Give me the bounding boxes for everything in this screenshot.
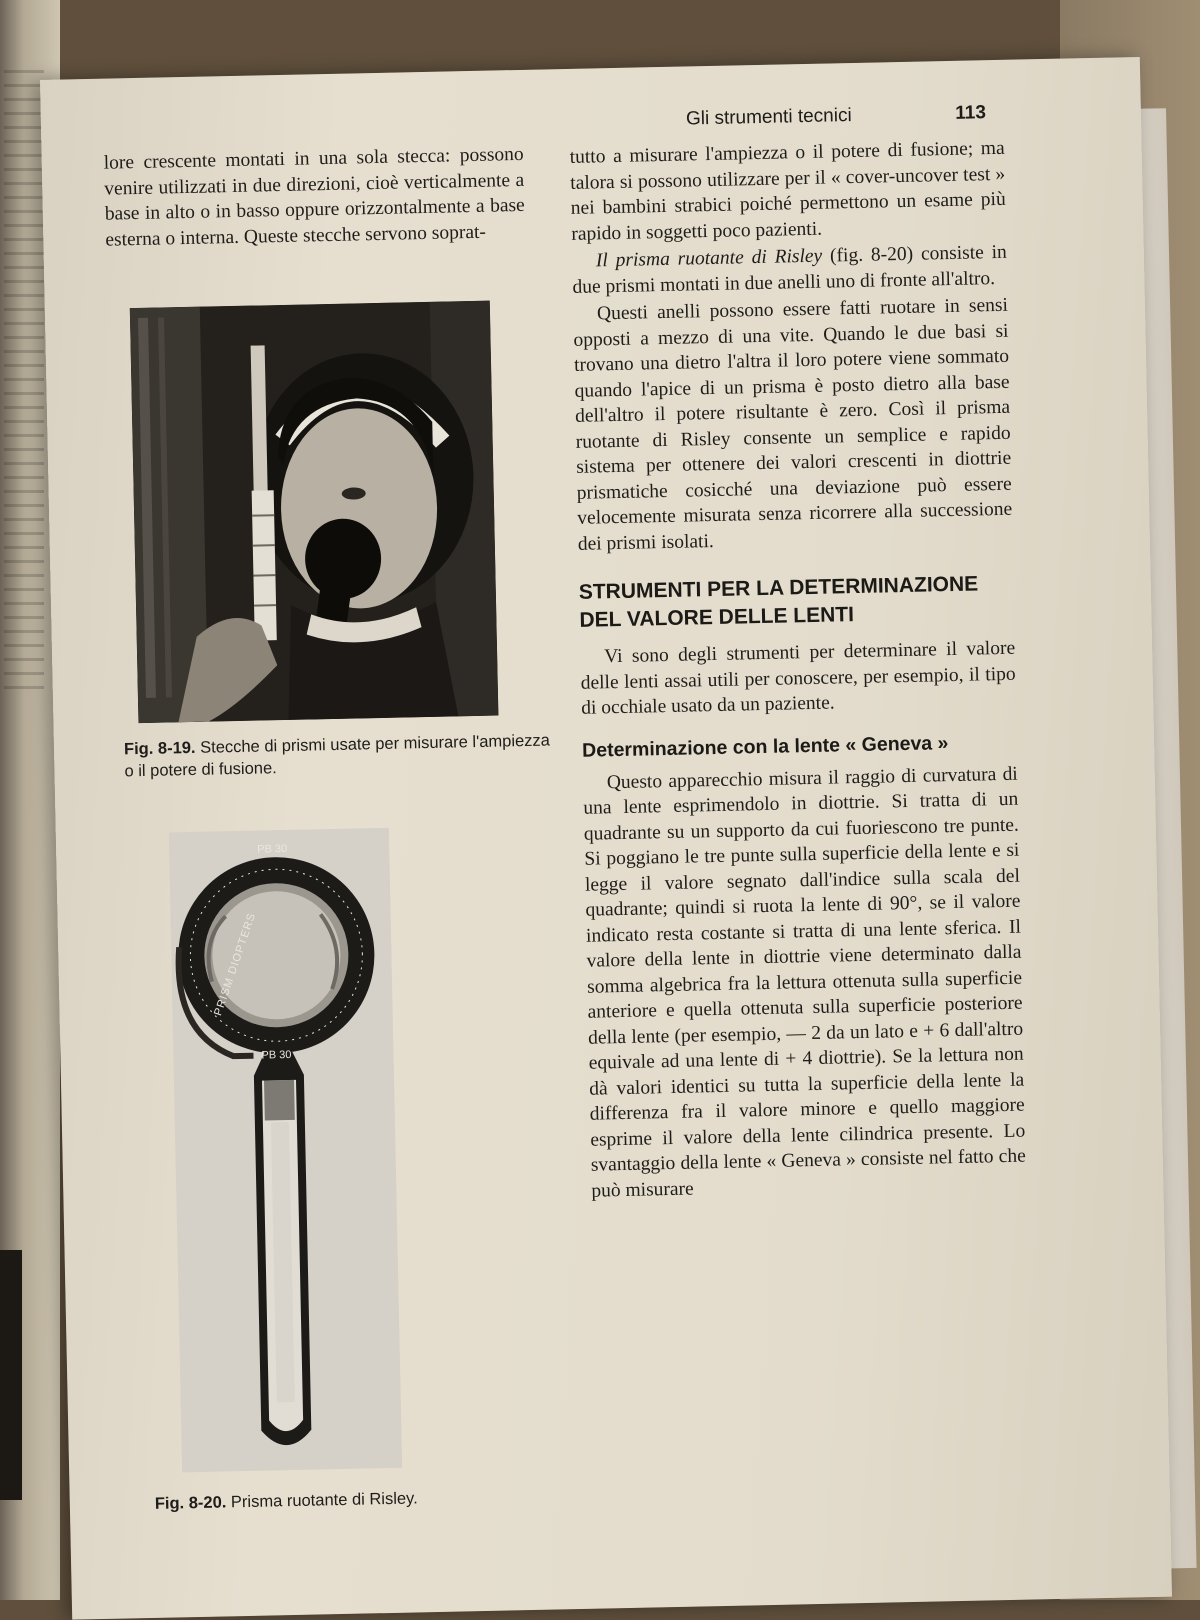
page-number: 113 bbox=[955, 102, 986, 125]
figure-8-20-caption bbox=[155, 1484, 575, 1515]
right-paragraph-5: Questo apparecchio misura il raggio di curvatura di una lente esprimendolo in diottrie. Si tratta di un quadrante su un supporto da cui fuoriescono tre punte. Si poggiano le tre punte sulla superficie della lente e si legge il valore segnato dall'indice sulla scala del quadrante; quindi si ruota la lente di 90°, se il valore indicato resta costante si tratta di una lente sferica. Il valore della lente in diottrie viene determinato dalla somma algebrica fra la lettura ottenuta sulla superficie anteriore e quella ottenuta sulla superficie posteriore della lente (per esempio, — 2 da un lato e + 6 dall'altro equivale ad una lente di + 4 diottrie). Se la lettura non dà valori identici su tutta la superficie della lente la differenza fra il valore minore e quello maggiore esprime il valore della lente cilindrica presente. Lo svantaggio della lente « Geneva » consiste nel fatto che può misurare bbox=[583, 761, 1027, 1204]
book-page bbox=[40, 57, 1172, 1620]
right-paragraph-2-rest: (fig. 8-20) consiste in due prismi montati in due anelli uno di fronte all'altro. bbox=[572, 242, 1007, 298]
right-paragraph-2 bbox=[572, 240, 1008, 300]
figure-8-20-label: Fig. 8-20. bbox=[155, 1493, 227, 1512]
dial-top-label: PB 30 bbox=[257, 843, 287, 856]
right-paragraph-3: Questi anelli possono essere fatti ruotare in sensi opposti a mezzo di una vite. Quando le due basi si trovano una dietro l'altra il loro potere viene sommato quando l'apice di un prisma è posto dietro alla base dell'altro il potere risultante è zero. Così il prisma ruotante di Risley consente un semplice e rapido sistema per ottenere dei valori crescenti in diottrie prismatiche cosicché una deviazione può essere velocemente misurata senza ricorrere alla successione dei prismi isolati. bbox=[573, 293, 1013, 557]
subsection-heading: Determinazione con la lente « Geneva » bbox=[582, 730, 1017, 762]
figure-8-19-caption-text: Stecche di prismi usate per misurare l'ampiezza o il potere di fusione. bbox=[124, 731, 550, 780]
figure-8-20-caption-text: Prisma ruotante di Risley. bbox=[231, 1489, 418, 1511]
figure-8-19-caption bbox=[124, 729, 555, 782]
running-head bbox=[686, 102, 986, 130]
left-page-text-fragment bbox=[4, 70, 44, 690]
prism-diopters-label: PRISM DIOPTERS bbox=[212, 911, 258, 1017]
figure-8-19-label: Fig. 8-19. bbox=[124, 739, 196, 758]
left-column bbox=[103, 142, 525, 253]
running-head-title: Gli strumenti tecnici bbox=[686, 105, 852, 130]
right-column bbox=[569, 136, 1026, 1204]
right-paragraph-1: tutto a misurare l'ampiezza o il potere di fusione; ma talora si possono utilizzare per il « cover-uncover test » nei bambini strabici poiché permettono un esame più rapido in soggetti poco pazienti. bbox=[569, 136, 1006, 247]
child-prism-bar-photo bbox=[130, 301, 499, 723]
left-page-photo-fragment bbox=[0, 1250, 22, 1500]
figure-8-20-photo bbox=[169, 828, 402, 1472]
dial-bottom-label: PB 30 bbox=[261, 1049, 291, 1062]
section-heading: STRUMENTI PER LA DETERMINAZIONE DEL VALORE DELLE LENTI bbox=[579, 570, 1015, 635]
left-paragraph-1: lore crescente montati in una sola stecca: possono venire utilizzati in due direzioni, cioè verticalmente a base in alto o in basso oppure orizzontalmente a base esterna o interna. Queste stecche servono soprat- bbox=[103, 142, 525, 253]
risley-term: Il prisma ruotante di Risley bbox=[596, 246, 823, 272]
risley-prism-illustration bbox=[169, 828, 402, 1472]
right-paragraph-4: Vi sono degli strumenti per determinare il valore delle lenti assai utili per conoscere, per esempio, il tipo di occhiale usato da un paziente. bbox=[580, 636, 1017, 722]
figure-8-19-photo bbox=[130, 301, 499, 723]
